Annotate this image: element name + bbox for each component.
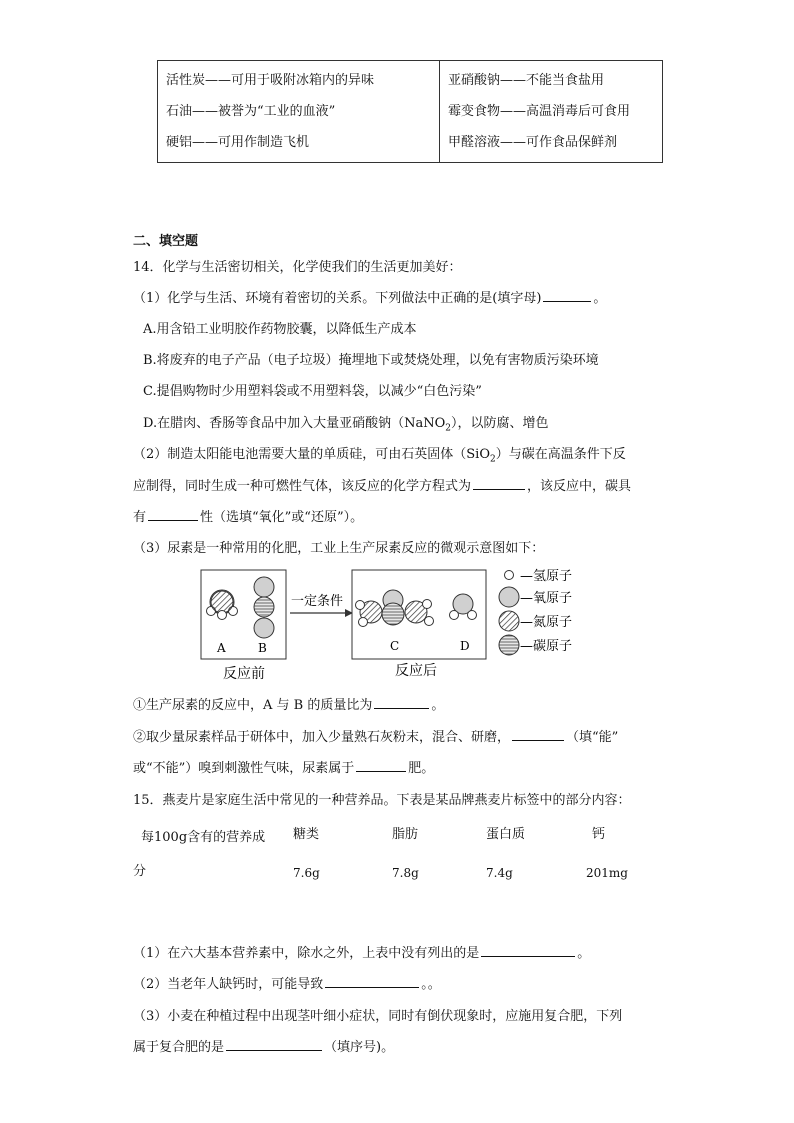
nutrition-col: 蛋白质 <box>486 827 526 842</box>
answer-blank[interactable] <box>473 488 525 490</box>
q14-part3: （3）尿素是一种常用的化肥，工业上生产尿素反应的微观示意图如下： <box>133 541 545 556</box>
nutrition-header-2: 分 <box>133 864 147 879</box>
nutrition-value: 7.8g <box>392 866 419 880</box>
answer-blank[interactable] <box>374 707 429 709</box>
q15-part3-line2: 属于复合肥的是 （填序号)。 <box>133 1040 395 1055</box>
hydrogen-atom <box>423 600 432 609</box>
option-c: C.提倡购物时少用塑料袋或不用塑料袋，以减少“白色污染” <box>143 384 482 399</box>
section-heading: 二、填空题 <box>133 234 199 249</box>
label-b: B <box>258 641 267 655</box>
nutrition-value: 201mg <box>586 866 628 880</box>
arrow-label: 一定条件 <box>291 594 344 609</box>
legend-nitrogen: —氮原子 <box>520 615 573 630</box>
table-item: 活性炭——可用于吸附冰箱内的异味 <box>166 73 375 88</box>
legend-carbon-icon <box>499 635 519 655</box>
answer-blank[interactable] <box>481 955 575 957</box>
before-label: 反应前 <box>223 666 265 682</box>
legend-hydrogen-icon <box>505 571 514 580</box>
option-d: D.在腊肉、香肠等食品中加入大量亚硝酸钠（NaNO$_2$），以防腐、增色 <box>143 416 549 434</box>
summary-table <box>157 60 663 163</box>
table-item: 霉变食物——高温消毒后可食用 <box>448 104 631 119</box>
q14-part2-line3: 有 性（选填“氧化”或“还原”）。 <box>133 510 364 525</box>
nutrition-col: 脂肪 <box>392 827 419 842</box>
q15-part1: （1）在六大基本营养素中，除水之外，上表中没有列出的是 。 <box>133 946 591 961</box>
carbon-atom <box>382 603 404 625</box>
q15-part3-line1: （3）小麦在种植过程中出现茎叶细小症状，同时有倒伏现象时，应施用复合肥，下列 <box>133 1009 623 1024</box>
table-left-cell <box>158 61 440 163</box>
q14-stem: 14．化学与生活密切相关，化学使我们的生活更加美好： <box>133 260 462 275</box>
hydrogen-atom <box>425 617 434 626</box>
q14-sub2-line2: 或“不能”）嗅到刺激性气味，尿素属于 肥。 <box>133 761 435 776</box>
label-d: D <box>460 639 470 653</box>
nitrogen-atom <box>211 591 233 613</box>
answer-blank[interactable] <box>325 986 419 988</box>
legend-hydrogen: —氢原子 <box>520 569 573 584</box>
option-a: A.用含铅工业明胶作药物胶囊，以降低生产成本 <box>143 322 417 337</box>
after-label: 反应后 <box>395 663 437 679</box>
q14-sub2-line1: ②取少量尿素样品于研体中，加入少量熟石灰粉末，混合、研磨， （填“能” <box>133 730 619 745</box>
legend-oxygen: —氧原子 <box>520 591 573 606</box>
legend-carbon: —碳原子 <box>520 639 573 654</box>
hydrogen-atom <box>450 611 459 620</box>
nutrition-header-1: 每100g含有的营养成 <box>141 830 266 845</box>
table-item: 石油——被誉为“工业的血液” <box>166 104 336 119</box>
answer-blank[interactable] <box>543 300 591 302</box>
nutrition-value: 7.6g <box>293 866 320 880</box>
oxygen-atom <box>254 618 274 638</box>
table-item: 甲醛溶液——可作食品保鲜剂 <box>448 135 618 150</box>
reaction-diagram <box>195 560 615 685</box>
label-a: A <box>217 641 226 655</box>
label-c: C <box>390 639 400 653</box>
q14-sub1: ①生产尿素的反应中，A 与 B 的质量比为 。 <box>133 698 445 713</box>
answer-blank[interactable] <box>356 770 406 772</box>
q14-part2-line2: 应制得，同时生成一种可燃性气体，该反应的化学方程式为 ，该反应中，碳具 <box>133 479 632 494</box>
table-item: 硬铝——可用作制造飞机 <box>166 135 310 150</box>
table-right-cell <box>440 61 663 163</box>
table-item: 亚硝酸钠——不能当食盐用 <box>448 73 605 88</box>
hydrogen-atom <box>218 611 227 620</box>
q14-part1: （1）化学与生活、环境有着密切的关系。下列做法中正确的是(填字母) 。 <box>133 291 607 306</box>
q15-part2: （2）当老年人缺钙时，可能导致 。。 <box>133 977 441 992</box>
answer-blank[interactable] <box>512 739 564 741</box>
answer-blank[interactable] <box>226 1049 322 1051</box>
legend-oxygen-icon <box>499 587 519 607</box>
hydrogen-atom <box>356 601 365 610</box>
nutrition-col: 糖类 <box>293 827 320 842</box>
carbon-atom <box>254 597 274 617</box>
nutrition-value: 7.4g <box>486 866 513 880</box>
q15-stem: 15．燕麦片是家庭生活中常见的一种营养品。下表是某品牌燕麦片标签中的部分内容： <box>133 793 631 808</box>
hydrogen-atom <box>359 618 368 627</box>
oxygen-atom <box>254 577 274 597</box>
q14-part2-line1: （2）制造太阳能电池需要大量的单质硅，可由石英固体（SiO$_2$）与碳在高温条件下反 <box>133 447 626 465</box>
answer-blank[interactable] <box>148 519 198 521</box>
hydrogen-atom <box>468 611 477 620</box>
legend-nitrogen-icon <box>499 611 519 631</box>
option-b: B.将废弃的电子产品（电子垃圾）掩埋地下或焚烧处理，以免有害物质污染环境 <box>143 353 599 368</box>
nutrition-col: 钙 <box>592 827 606 842</box>
